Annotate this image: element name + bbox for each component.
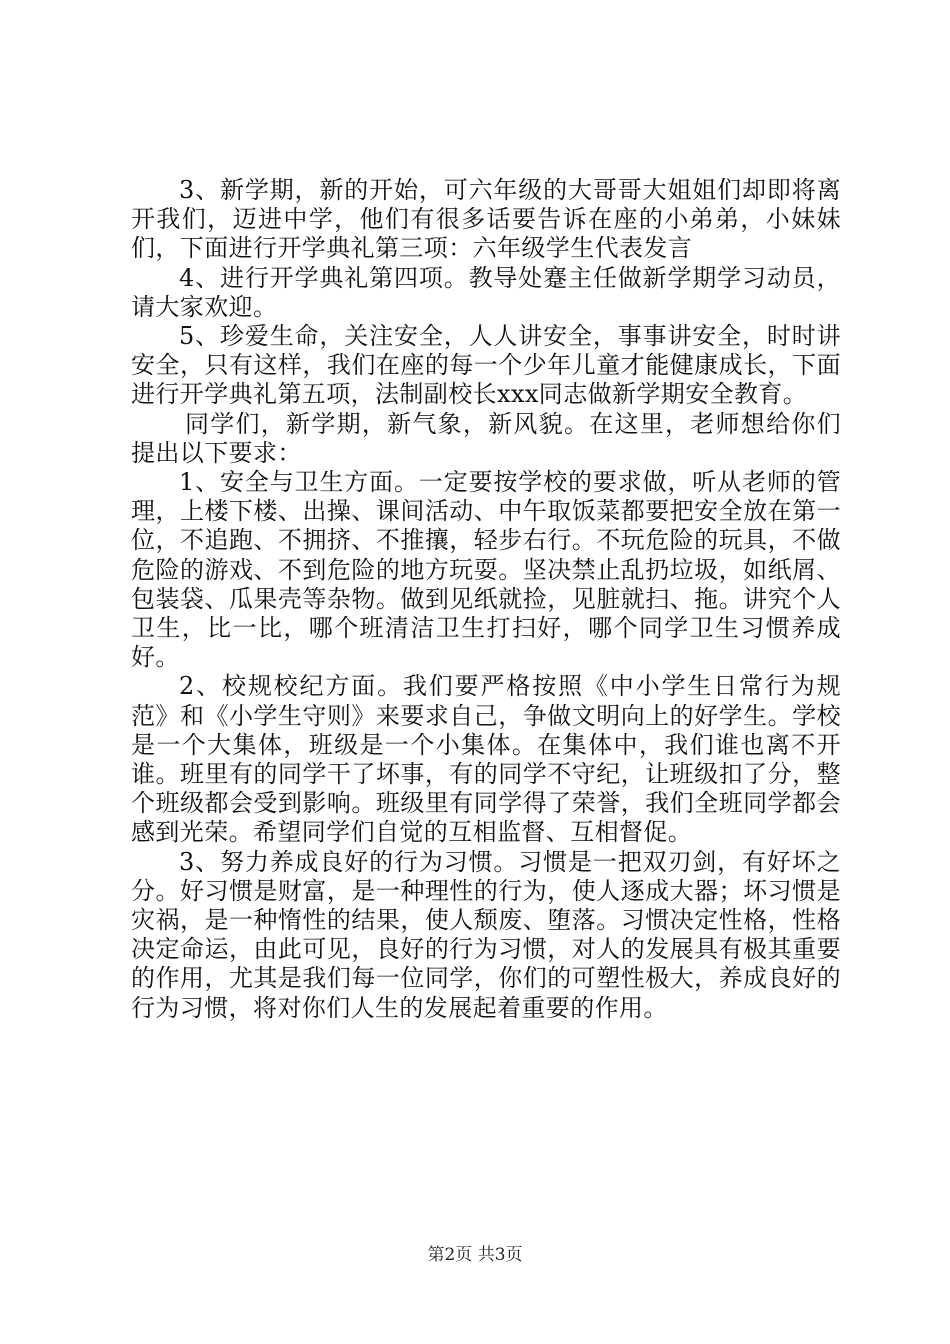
page-number: 第2页 共3页 xyxy=(427,1245,523,1265)
paragraph-item-4-study-mobilization: 4、进行开学典礼第四项。教导处蹇主任做新学期学习动员，请大家欢迎。 xyxy=(131,263,841,321)
paragraph-item-5-safety-education: 5、珍爱生命，关注安全，人人讲安全，事事讲安全，时时讲安全，只有这样，我们在座的每一个少年儿童才能健康成长，下面进行开学典礼第五项，法制副校长xxx同志做新学期安全教育。 xyxy=(131,322,841,409)
paragraph-requirement-3-habits: 3、努力养成良好的行为习惯。习惯是一把双刃剑，有好坏之分。好习惯是财富，是一种理性的行为，使人逐成大器；坏习惯是灾祸，是一种惰性的结果，使人颓废、堕落。习惯决定性格，性格决定命运，由此可见，良好的行为习惯，对人的发展具有极其重要的作用，尤其是我们每一位同学，你们的可塑性极大，养成良好的行为习惯，将对你们人生的发展起着重要的作用。 xyxy=(131,847,841,1022)
paragraph-item-3-farewell: 3、新学期，新的开始，可六年级的大哥哥大姐姐们却即将离开我们，迈进中学，他们有很多话要告诉在座的小弟弟，小妹妹们，下面进行开学典礼第三项：六年级学生代表发言 xyxy=(131,176,841,263)
paragraph-requirements-intro: 同学们，新学期，新气象，新风貌。在这里，老师想给你们提出以下要求： xyxy=(131,409,841,467)
page-footer xyxy=(0,1245,950,1265)
paragraph-requirement-2-school-rules: 2、校规校纪方面。我们要严格按照《中小学生日常行为规范》和《小学生守则》来要求自己，争做文明向上的好学生。学校是一个大集体，班级是一个小集体。在集体中，我们谁也离不开谁。班里有的同学干了坏事，有的同学不守纪，让班级扣了分，整个班级都会受到影响。班级里有同学得了荣誉，我们全班同学都会感到光荣。希望同学们自觉的互相监督、互相督促。 xyxy=(131,672,841,847)
body-text xyxy=(131,176,841,1023)
paragraph-requirement-1-safety-hygiene: 1、安全与卫生方面。一定要按学校的要求做，听从老师的管理，上楼下楼、出操、课间活动、中午取饭菜都要把安全放在第一位，不追跑、不拥挤、不推攘，轻步右行。不玩危险的玩具，不做危险的游戏、不到危险的地方玩耍。坚决禁止乱扔垃圾，如纸屑、包装袋、瓜果壳等杂物。做到见纸就捡，见脏就扫、拖。讲究个人卫生，比一比，哪个班清洁卫生打扫好，哪个同学卫生习惯养成好。 xyxy=(131,468,841,672)
